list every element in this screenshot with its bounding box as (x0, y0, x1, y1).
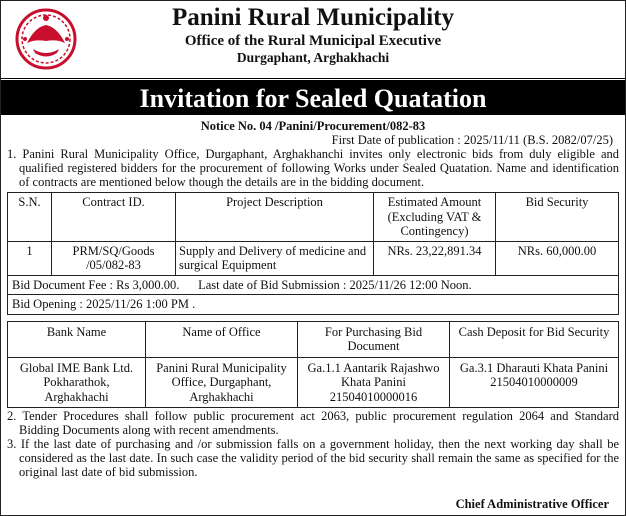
header-bank-name: Bank Name (8, 321, 146, 357)
publication-date: First Date of publication : 2025/11/11 (B.S. 2082/07/25) (331, 133, 613, 147)
signature: Chief Administrative Officer (455, 497, 609, 511)
header-sn: S.N. (8, 193, 52, 242)
office-location: Durgaphant, Arghakhachi (236, 50, 390, 65)
header-cash-deposit: Cash Deposit for Bid Security (450, 321, 619, 357)
municipality-name: Panini Rural Municipality (172, 4, 454, 31)
intro-paragraph: 1. Panini Rural Municipality Office, Durgaphant, Arghakhanchi invites only electronic bids from duly eligible and qualified registered bidders for the procurement of following Works under Sealed Quatation. Name and identification of contracts are mentioned below though the details are in the bidding document. (7, 147, 619, 189)
note-holiday: 3. If the last date of purchasing and /or submission falls on a government holiday, then the next working day shall be considered as the last date. In such case the validity period of the bid security shall remain the same as specified for the original last date of bid submission. (7, 437, 619, 479)
header-office-name: Name of Office (146, 321, 298, 357)
cell-bank: Global IME Bank Ltd. Pokharathok, Arghakhachi (8, 357, 146, 408)
bid-fee-deadline: Bid Document Fee : Rs 3,000.00. Last date of Bid Submission : 2025/11/26 12:00 Noon. (8, 275, 619, 295)
cell-sn: 1 (8, 241, 52, 275)
header (7, 1, 619, 75)
table-row (8, 357, 619, 408)
fee-row (8, 275, 619, 295)
nepal-government-emblem-icon (13, 5, 79, 71)
header-estimated-amount: Estimated Amount (Excluding VAT & Contingency) (374, 193, 496, 242)
table-row (8, 241, 619, 275)
bank-table (7, 321, 619, 409)
header-project-description: Project Description (176, 193, 374, 242)
notice-number: Notice No. 04 /Panini/Procurement/082-83 (200, 119, 426, 133)
cell-deposit-account: Ga.3.1 Dharauti Khata Panini 21504010000009 (450, 357, 619, 408)
header-purchasing: For Purchasing Bid Document (298, 321, 450, 357)
header-contract-id: Contract ID. (52, 193, 176, 242)
office-name: Office of the Rural Municipal Executive (184, 33, 442, 49)
cell-security: NRs. 60,000.00 (496, 241, 619, 275)
bid-opening: Bid Opening : 2025/11/26 1:00 PM . (8, 295, 619, 315)
contract-table-header (8, 193, 619, 242)
footer-notes (7, 409, 619, 479)
cell-contract-id: PRM/SQ/Goods /05/082-83 (52, 241, 176, 275)
contract-table (7, 192, 619, 315)
note-procedures: 2. Tender Procedures shall follow public procurement act 2063, public procurement regulation 2064 and Standard Bidding Documents along with recent amendments. (7, 409, 619, 437)
opening-row (8, 295, 619, 315)
notice-title-banner: Invitation for Sealed Quatation (1, 77, 625, 115)
cell-office: Panini Rural Municipality Office, Durgaphant, Arghakhachi (146, 357, 298, 408)
header-bid-security: Bid Security (496, 193, 619, 242)
cell-purchase-account: Ga.1.1 Aantarik Rajashwo Khata Panini 21504010000016 (298, 357, 450, 408)
bank-table-header (8, 321, 619, 357)
cell-amount: NRs. 23,22,891.34 (374, 241, 496, 275)
cell-description: Supply and Delivery of medicine and surgical Equipment (176, 241, 374, 275)
